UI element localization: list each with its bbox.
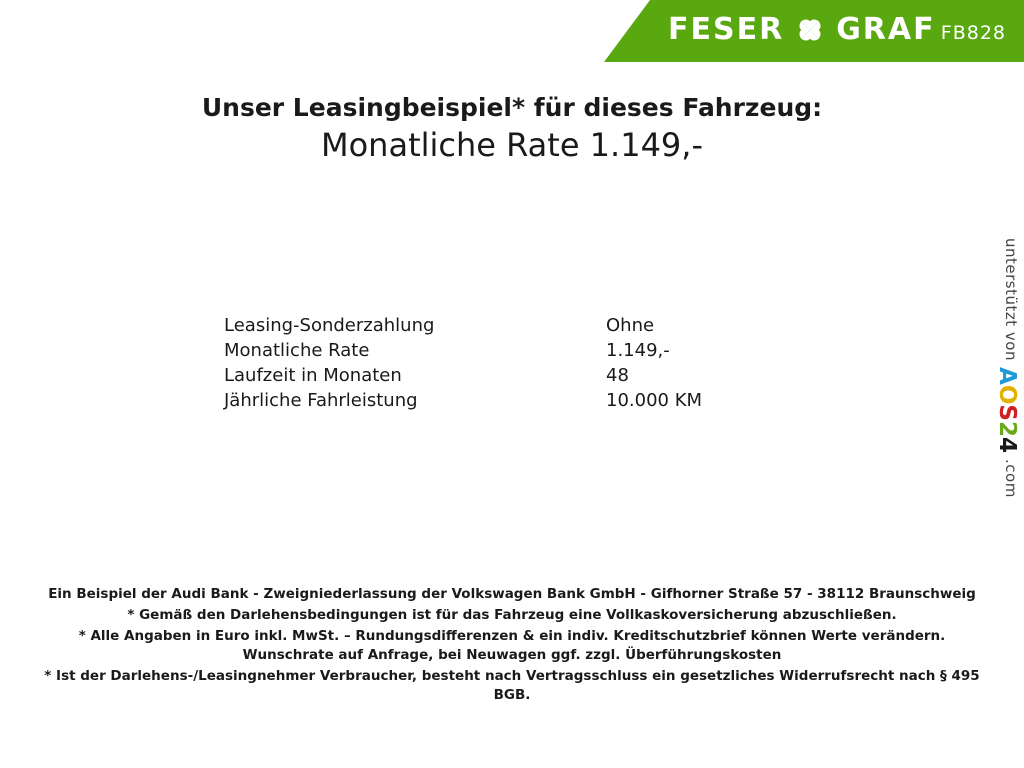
detail-label: Monatliche Rate xyxy=(224,340,370,361)
leasing-details-table xyxy=(224,313,784,413)
table-row xyxy=(224,338,784,363)
brand-name-right: GRAF xyxy=(836,12,936,47)
page-header xyxy=(0,0,1024,62)
brand-logo xyxy=(668,12,936,47)
footnote-line: Ein Beispiel der Audi Bank - Zweigniederlassung der Volkswagen Bank GmbH - Gifhorner Straße 57 - 38112 Braunschweig xyxy=(48,586,976,602)
sponsor-credit xyxy=(986,238,1020,548)
logo-letter-s: S xyxy=(994,404,1020,421)
aos24-logo xyxy=(994,367,1020,453)
detail-value: Ohne xyxy=(606,315,655,336)
detail-label: Jährliche Fahrleistung xyxy=(224,390,418,411)
footnote-line: * Ist der Darlehens-/Leasingnehmer Verbraucher, besteht nach Vertragsschluss ein gesetzliches Widerrufsrecht nach § 495 BGB. xyxy=(44,668,980,703)
page-title xyxy=(0,92,1024,167)
footnote-line: * Alle Angaben in Euro inkl. MwSt. – Rundungsdifferenzen & ein indiv. Kreditschutzbrief können Werte verändern. Wunschrate auf Anfrage, bei Neuwagen ggf. zzgl. Überführungskosten xyxy=(78,628,946,663)
detail-label: Laufzeit in Monaten xyxy=(224,365,402,386)
table-row xyxy=(224,313,784,338)
detail-label: Leasing-Sonderzahlung xyxy=(224,315,435,336)
title-line-2: Monatliche Rate 1.149,- xyxy=(320,126,703,165)
clover-icon xyxy=(796,16,824,44)
detail-value: 1.149,- xyxy=(606,340,670,361)
detail-value: 48 xyxy=(606,365,629,386)
vehicle-code: FB828 xyxy=(940,22,1006,44)
title-line-1: Unser Leasingbeispiel* für dieses Fahrzeug: xyxy=(201,93,823,122)
footnotes xyxy=(0,585,1024,707)
table-row xyxy=(224,363,784,388)
brand-name-left: FESER xyxy=(668,12,785,47)
footnote-line: * Gemäß den Darlehensbedingungen ist für das Fahrzeug eine Vollkaskoversicherung abzuschließen. xyxy=(127,607,897,623)
logo-letter-o: O xyxy=(994,384,1020,405)
logo-digit-2: 2 xyxy=(994,420,1020,437)
sponsor-label: unterstützt von xyxy=(1002,238,1020,361)
detail-value: 10.000 KM xyxy=(606,390,703,411)
logo-digit-4: 4 xyxy=(994,436,1020,453)
logo-letter-a: A xyxy=(994,366,1020,385)
sponsor-domain: .com xyxy=(1002,458,1020,498)
table-row xyxy=(224,388,784,413)
